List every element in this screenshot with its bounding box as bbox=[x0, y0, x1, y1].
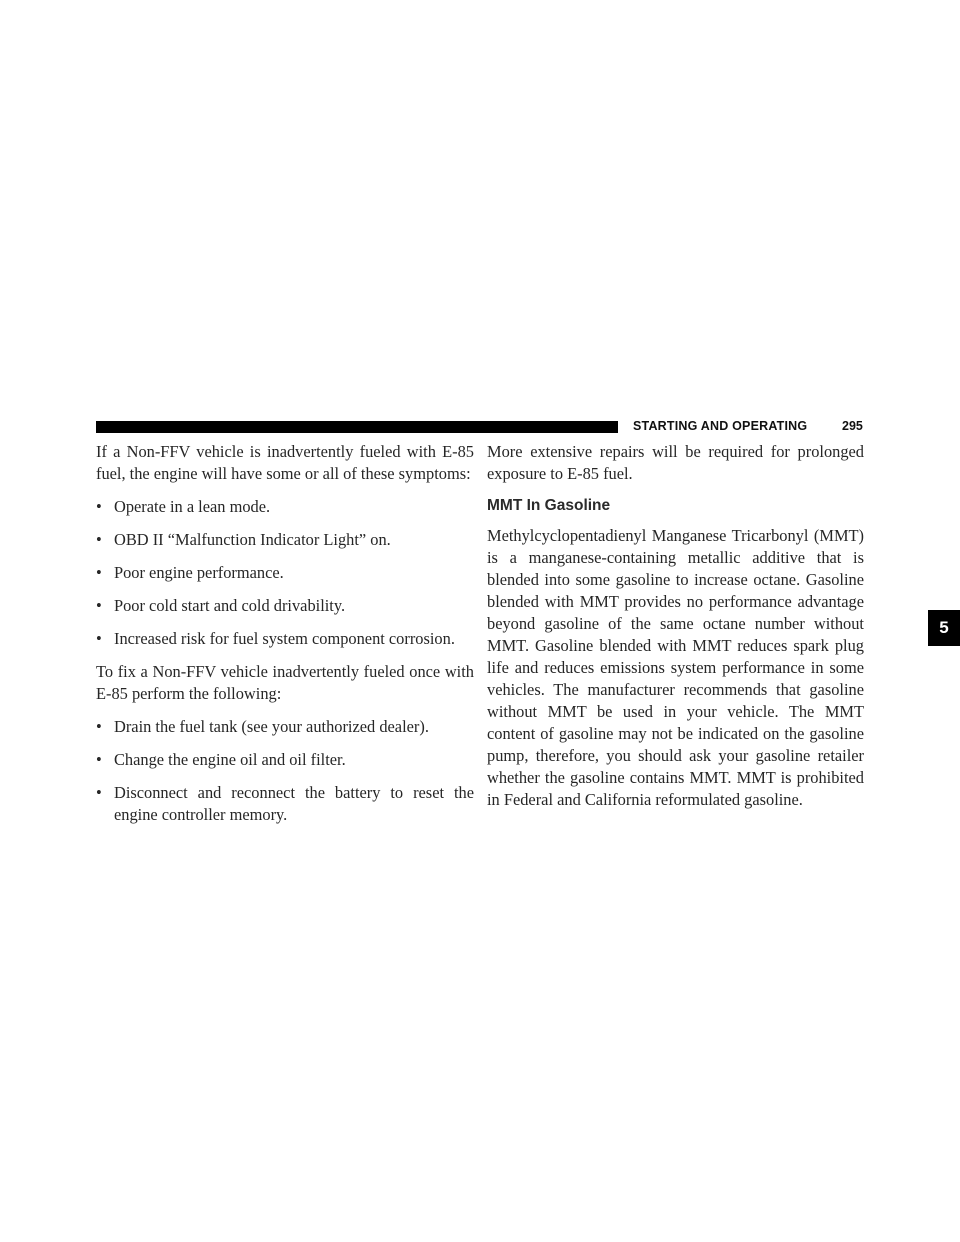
bullet-icon: • bbox=[96, 629, 102, 648]
bullet-icon: • bbox=[96, 530, 102, 549]
symptoms-intro: If a Non-FFV vehicle is inadvertently fueled with E-85 fuel, the engine will have some or all of these symptoms: bbox=[96, 442, 474, 483]
mmt-paragraph: Methylcyclopentadienyl Manganese Tricarbonyl (MMT) is a manganese-containing metallic additive that is blended into some gasoline to increase octane. Gasoline blended with MMT provides no performance advantage beyond gasoline of the same octane number without MMT. Gasoline blended with MMT reduces spark plug life and reduces emissions system performance in some vehicles. The manufacturer recommends that gasoline without MMT be used in your vehicle. The MMT content of gasoline may not be indicated on the gasoline pump, therefore, you should ask your gasoline retailer whether the gasoline contains MMT. MMT is prohibited in Federal and California reformulated gasoline. bbox=[487, 526, 864, 809]
list-item: • Poor engine performance. bbox=[96, 563, 284, 582]
bullet-icon: • bbox=[96, 497, 102, 516]
list-item: • Disconnect and reconnect the battery to reset the engine controller memory. bbox=[96, 783, 474, 824]
bullet-icon: • bbox=[96, 563, 102, 582]
symptoms-list bbox=[96, 496, 474, 650]
bullet-icon: • bbox=[96, 596, 102, 615]
chapter-tab: 5 bbox=[928, 610, 960, 646]
bullet-icon: • bbox=[96, 783, 102, 802]
continuation-paragraph: More extensive repairs will be required for prolonged exposure to E-85 fuel. bbox=[487, 442, 864, 483]
right-column bbox=[487, 441, 864, 822]
list-item: • Operate in a lean mode. bbox=[96, 497, 271, 516]
section-heading: MMT In Gasoline bbox=[487, 497, 611, 514]
header-rule bbox=[96, 421, 618, 433]
page-number: 295 bbox=[842, 419, 863, 433]
left-column bbox=[96, 441, 474, 837]
bullet-icon: • bbox=[96, 750, 102, 769]
bullet-icon: • bbox=[96, 717, 102, 736]
list-item: • Increased risk for fuel system component corrosion. bbox=[96, 629, 455, 648]
list-item: • Drain the fuel tank (see your authorized dealer). bbox=[96, 717, 429, 736]
list-item: • Change the engine oil and oil filter. bbox=[96, 750, 346, 769]
list-item: • Poor cold start and cold drivability. bbox=[96, 596, 346, 615]
list-item: • OBD II “Malfunction Indicator Light” on. bbox=[96, 530, 391, 549]
section-title: STARTING AND OPERATING bbox=[633, 419, 808, 433]
fix-steps-list bbox=[96, 716, 474, 826]
fix-intro: To fix a Non-FFV vehicle inadvertently fueled once with E-85 perform the following: bbox=[96, 662, 474, 703]
